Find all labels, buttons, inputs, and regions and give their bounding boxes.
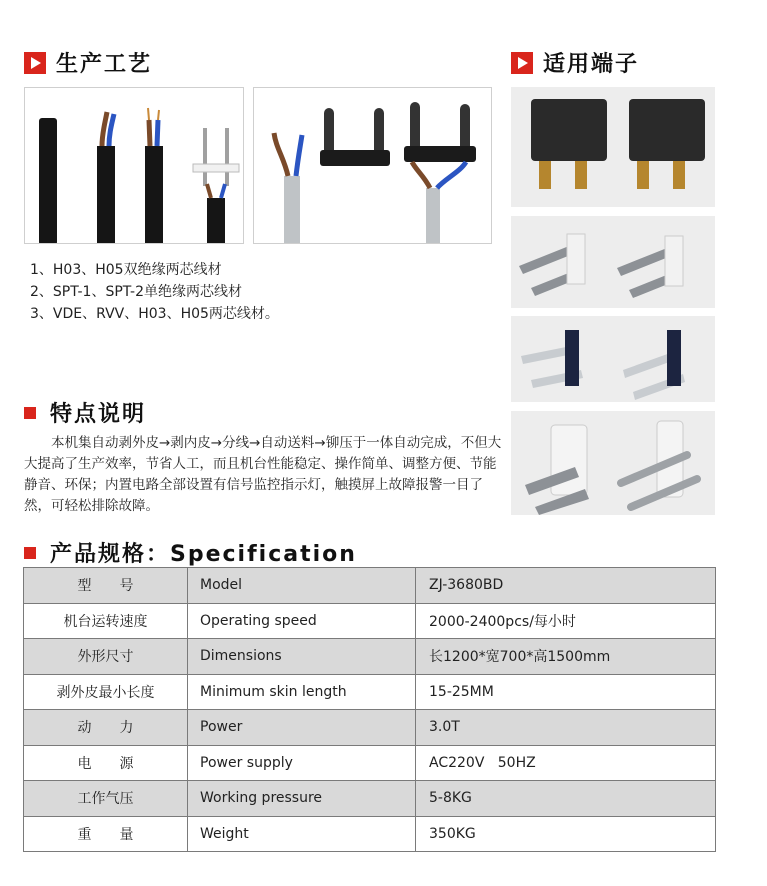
- spec-table: [23, 567, 716, 852]
- spec-label-en: Weight: [188, 816, 416, 852]
- table-row: [24, 816, 716, 852]
- red-square-icon: [24, 407, 36, 419]
- spec-label-en: Model: [188, 568, 416, 604]
- list-item: 2、SPT-1、SPT-2单绝缘两芯线材: [30, 284, 243, 300]
- spec-label-cn: 重 量: [24, 816, 188, 852]
- table-row: [24, 674, 716, 710]
- cable-stripping-photo: [24, 87, 244, 244]
- spec-label-cn: 型 号: [24, 568, 188, 604]
- materials-list: [30, 259, 279, 325]
- terminals-title-text: 适用端子: [543, 52, 640, 77]
- features-description: 本机集自动剥外皮→剥内皮→分线→自动送料→铆压于一体自动完成，不但大大提高了生产效率，节省人工，而且机台性能稳定、操作简单、调整方便、节能静音、环保；内置电路全部设置有信号监控指示灯，触摸屏上故障报警一目了然，可轻松排除故障。: [24, 435, 502, 514]
- spec-label-en: Minimum skin length: [188, 674, 416, 710]
- spec-label-cn: 剥外皮最小长度: [24, 674, 188, 710]
- play-triangle-icon: [511, 52, 533, 74]
- table-row: [24, 710, 716, 746]
- terminal-photo-black-housing: [511, 87, 715, 207]
- list-item: 3、VDE、RVV、H03、H05两芯线材。: [30, 306, 279, 322]
- play-triangle-icon: [24, 52, 46, 74]
- list-item: 1、H03、H05双绝缘两芯线材: [30, 262, 222, 278]
- spec-label-cn: 外形尺寸: [24, 639, 188, 675]
- spec-value: 2000-2400pcs/每小时: [416, 603, 716, 639]
- spec-value: 15-25MM: [416, 674, 716, 710]
- spec-label-en: Dimensions: [188, 639, 416, 675]
- spec-label-cn: 机台运转速度: [24, 603, 188, 639]
- table-row: [24, 745, 716, 781]
- terminals-section-title: [511, 47, 639, 78]
- features-section-title: [24, 397, 146, 428]
- spec-value: 长1200*宽700*高1500mm: [416, 639, 716, 675]
- terminal-photo-navy-housing: [511, 316, 715, 402]
- terminal-photo-white-housing: [511, 216, 715, 308]
- spec-label-en: Working pressure: [188, 781, 416, 817]
- spec-label-cn: 工作气压: [24, 781, 188, 817]
- table-row: [24, 603, 716, 639]
- spec-label-en: Power supply: [188, 745, 416, 781]
- table-row: [24, 639, 716, 675]
- spec-label-en: Operating speed: [188, 603, 416, 639]
- spec-label-cn: 电 源: [24, 745, 188, 781]
- terminal-photo-round-pin: [511, 411, 715, 515]
- features-title-text: 特点说明: [50, 402, 147, 427]
- spec-value: AC220V 50HZ: [416, 745, 716, 781]
- table-row: [24, 781, 716, 817]
- spec-value: ZJ-3680BD: [416, 568, 716, 604]
- spec-value: 350KG: [416, 816, 716, 852]
- spec-label-cn: 动 力: [24, 710, 188, 746]
- specs-section-title: [24, 537, 357, 568]
- red-square-icon: [24, 547, 36, 559]
- specs-title-text: 产品规格：Specification: [50, 542, 357, 567]
- plug-crimping-photo: [253, 87, 492, 244]
- spec-value: 3.0T: [416, 710, 716, 746]
- process-title-text: 生产工艺: [56, 52, 153, 77]
- process-section-title: [24, 47, 152, 78]
- spec-value: 5-8KG: [416, 781, 716, 817]
- spec-label-en: Power: [188, 710, 416, 746]
- table-row: [24, 568, 716, 604]
